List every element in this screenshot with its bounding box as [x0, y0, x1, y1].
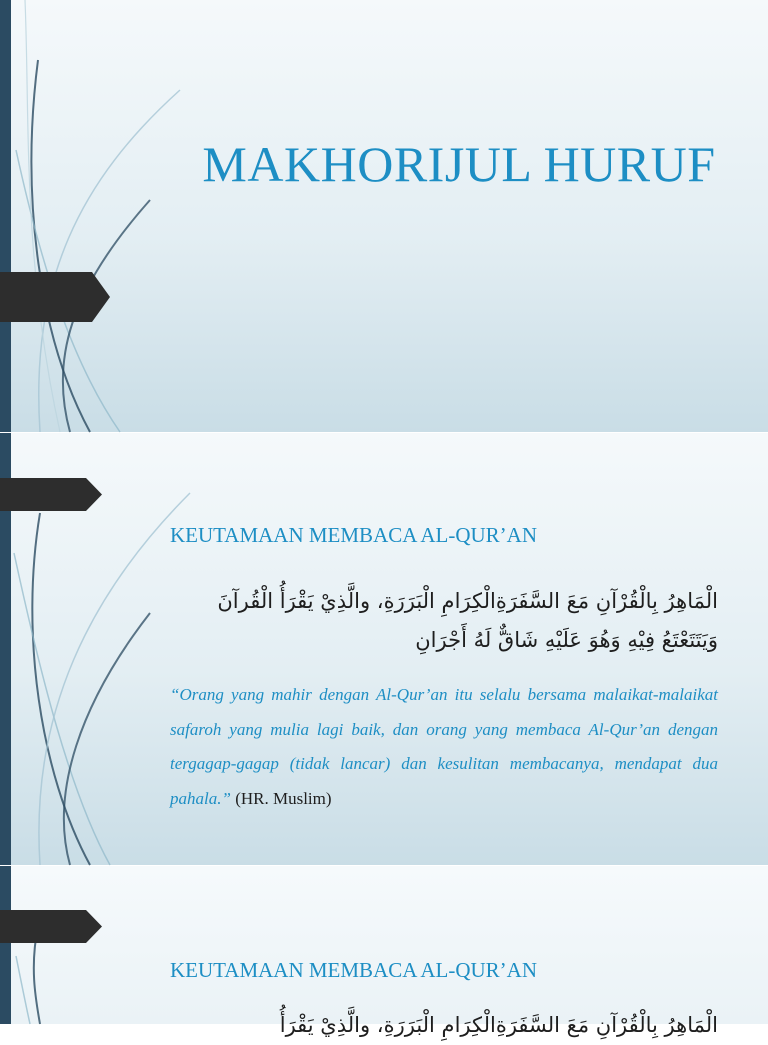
hadith-citation: (HR. Muslim) — [230, 788, 332, 808]
slide-keutamaan-2 — [0, 866, 768, 1037]
arabic-hadith-text: الْمَاهِرُ بِالْقُرْآنِ مَعَ السَّفَرَةِالْكِرَامِ الْبَرَرَةِ، والَّذِيْ يَقْرَأُ — [279, 1013, 718, 1037]
arrow-tab-icon — [0, 478, 102, 511]
arabic-hadith-text: الْمَاهِرُ بِالْقُرْآنِ مَعَ السَّفَرَةِالْكِرَامِ الْبَرَرَةِ، والَّذِيْ يَقْرَأُ الْقُرآنَ وَيَتَتَعْتَعُ فِيْهِ وَهُوَ عَلَيْهِ شَاقٌّ لَهُ أَجْرَانِ — [217, 589, 718, 652]
arrow-tab-icon — [0, 272, 110, 322]
slide-heading: KEUTAMAAN MEMBACA AL-QUR’AN — [170, 958, 537, 982]
slide-title-text: MAKHORIJUL HURUF — [202, 136, 716, 192]
slide-title — [0, 0, 768, 432]
translation-text: “Orang yang mahir dengan Al-Qur’an itu selalu bersama malaikat-malaikat safaroh yang mulia lagi baik, dan orang yang membaca Al-Qur’an dengan tergagap-gagap (tidak lancar) dan kesulitan membacanya, mendapat dua pahala.” — [170, 685, 718, 808]
decorative-curves — [0, 0, 200, 432]
slide-heading: KEUTAMAAN MEMBACA AL-QUR’AN — [170, 523, 537, 547]
slide-keutamaan — [0, 433, 768, 865]
decorative-curves — [0, 866, 200, 1024]
hadith-translation — [170, 678, 718, 816]
arrow-tab-icon — [0, 910, 102, 943]
